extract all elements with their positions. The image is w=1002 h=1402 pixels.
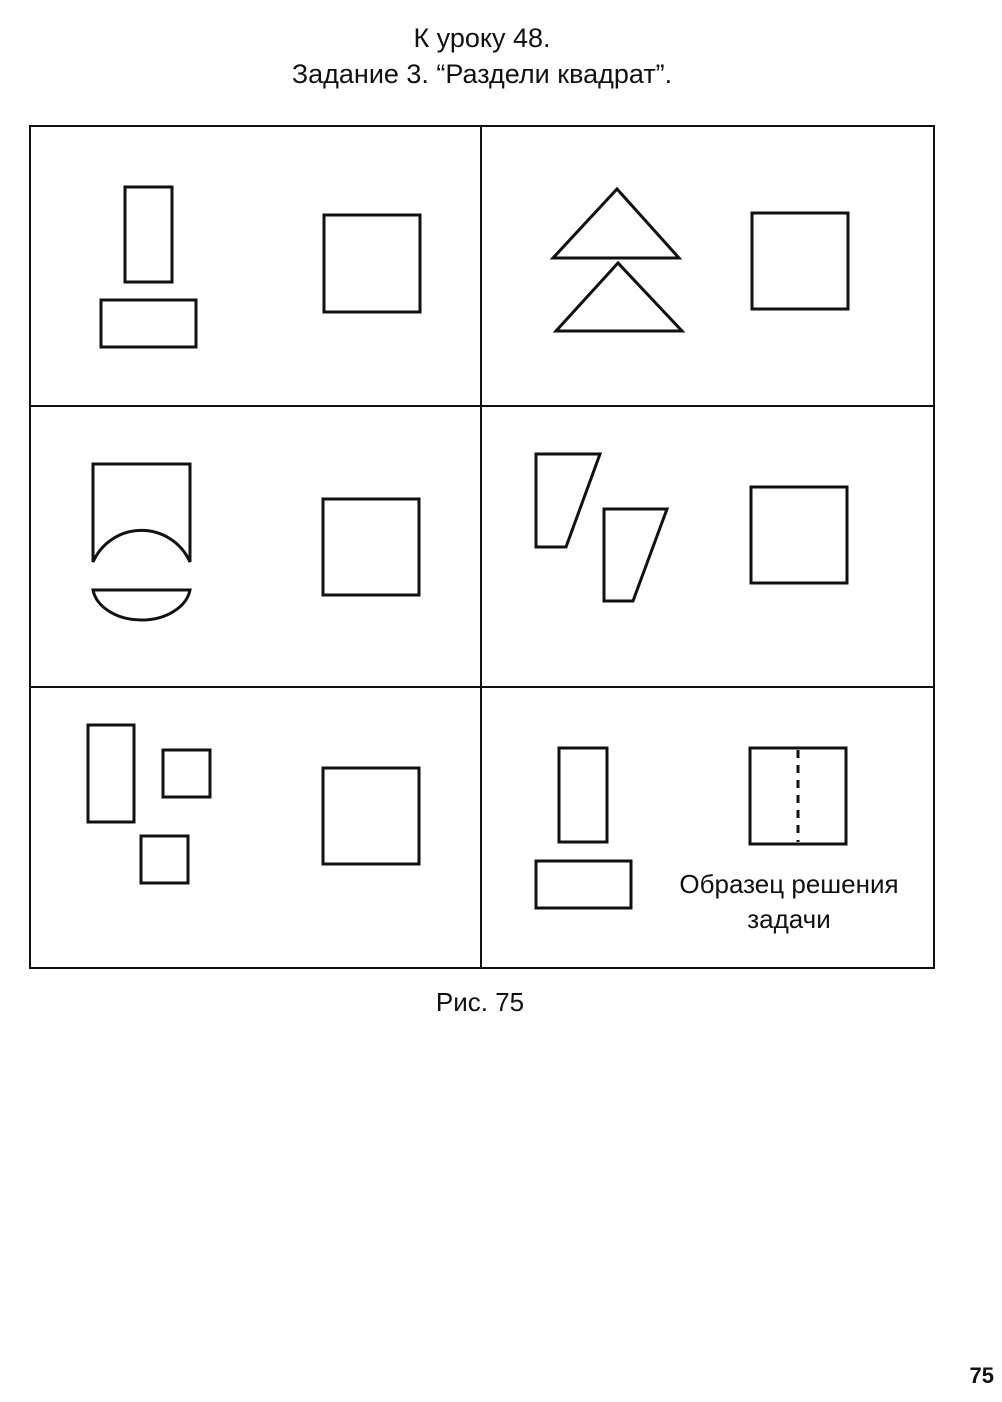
small-square-piece-bottom [141, 836, 188, 883]
triangle-piece-top [553, 189, 679, 258]
target-square [324, 215, 420, 312]
trapezoid-piece-right [604, 509, 667, 601]
tall-rectangle-piece [125, 187, 172, 282]
figure-caption: Рис. 75 [435, 987, 525, 1017]
cut-square-piece [93, 464, 190, 562]
triangle-piece-bottom [556, 263, 682, 331]
page-number: 75 [969, 1363, 994, 1388]
wide-rectangle-piece [536, 861, 631, 908]
trapezoid-piece-left [536, 454, 600, 547]
small-square-piece-top [163, 750, 210, 797]
target-square [752, 213, 848, 309]
cell-3 [93, 464, 419, 620]
target-square [323, 768, 419, 864]
target-square [323, 499, 419, 595]
cell-4 [536, 454, 847, 601]
cell-1 [101, 187, 420, 347]
tall-rectangle-piece [88, 725, 134, 822]
cell-5 [88, 725, 419, 883]
wide-rectangle-piece [101, 300, 196, 347]
lesson-title: К уроку 48. [413, 23, 551, 53]
sample-label-line-2: задачи [747, 904, 831, 934]
target-square [751, 487, 847, 583]
task-title: Задание 3. “Раздели квадрат”. [291, 59, 673, 89]
sample-label-line-1: Образец решения [679, 869, 899, 899]
tall-rectangle-piece [559, 748, 607, 842]
half-circle-piece [93, 590, 190, 620]
cell-2 [553, 189, 848, 331]
